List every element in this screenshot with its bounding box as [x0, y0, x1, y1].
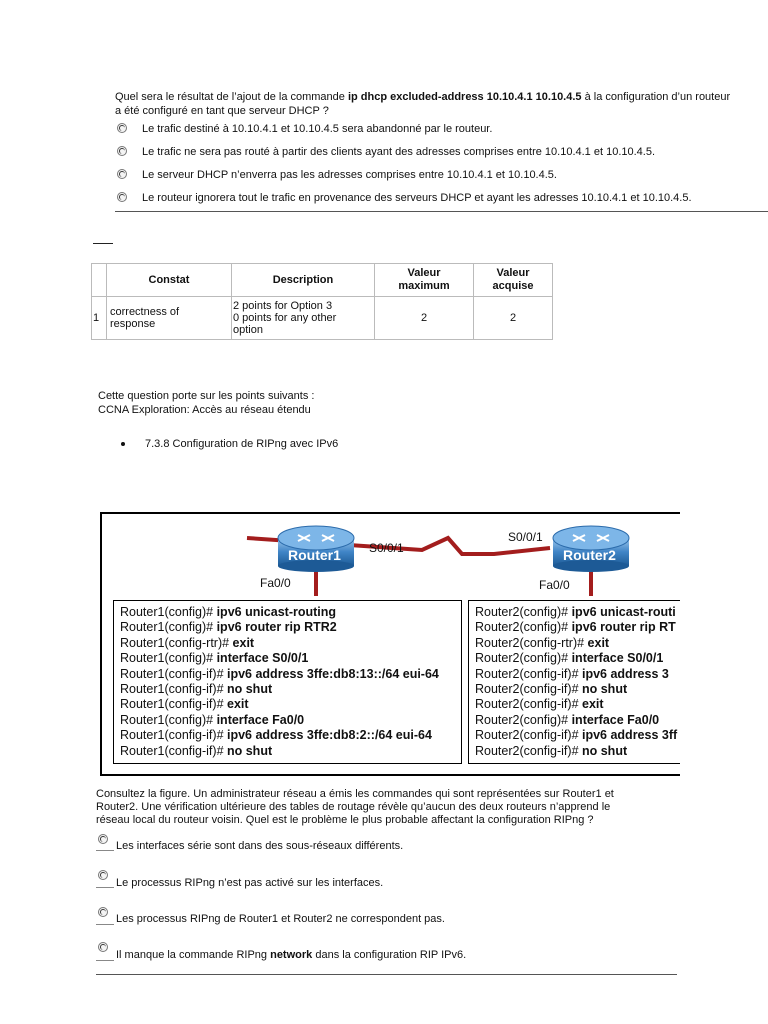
- q2-option-4-label: Il manque la commande RIPng network dans la configuration RIP IPv6.: [116, 949, 467, 961]
- q2-option-3-underline: [96, 924, 114, 925]
- short-divider: [93, 243, 113, 244]
- topics-course: CCNA Exploration: Accès au réseau étendu: [98, 404, 311, 416]
- table-row: [92, 297, 553, 340]
- config-line: Router1(config-if)# exit: [120, 697, 249, 712]
- config-line: Router1(config)# ipv6 router rip RTR2: [120, 620, 337, 635]
- table-header-value-acquired: Valeur acquise: [474, 264, 553, 297]
- table-cell-constat: correctness of response: [107, 297, 232, 340]
- config-line: Router1(config-if)# ipv6 address 3ffe:db8:13::/64 eui-64: [120, 666, 439, 681]
- router2-label: Router2: [563, 547, 616, 563]
- config-line: Router2(config)# ipv6 router rip RT: [475, 620, 676, 635]
- config-line: Router2(config-if)# ipv6 address 3ff: [475, 728, 678, 743]
- question-1: [115, 90, 765, 118]
- score-table: [91, 263, 553, 340]
- q2-option-3-radio[interactable]: [98, 907, 108, 917]
- topic-item: 7.3.8 Configuration de RIPng avec IPv6: [145, 438, 339, 450]
- table-header-constat: Constat: [107, 264, 232, 297]
- serial-r1-label: S0/0/1: [369, 541, 404, 555]
- config-line: Router1(config)# interface S0/0/1: [120, 651, 309, 666]
- q2-option-1-underline: [96, 850, 114, 851]
- config-line: Router1(config-if)# no shut: [120, 743, 273, 758]
- fa-r1-label: Fa0/0: [260, 576, 291, 590]
- config-line: Router1(config)# ipv6 unicast-routing: [120, 605, 337, 619]
- table-header-value-max: Valeur maximum: [375, 264, 474, 297]
- q2-option-1-radio[interactable]: [98, 834, 108, 844]
- q1-option-1-radio[interactable]: [117, 123, 127, 133]
- question-2-stem: Consultez la figure. Un administrateur réseau a émis les commandes qui sont représentées sur Router1 et Router2. Une vérification ultérieure des tables de routage révèle qu’aucun des deux routeurs n’apprend le réseau local du routeur voisin. Quel est le problème le plus probable affectant la configuration RIPng ?: [96, 788, 614, 826]
- table-header-description: Description: [232, 264, 375, 297]
- q2-option-2-underline: [96, 887, 114, 888]
- q1-option-1-label: Le trafic destiné à 10.10.4.1 et 10.10.4.5 sera abandonné par le routeur.: [142, 123, 493, 135]
- config-line: Router2(config-if)# ipv6 address 3: [475, 666, 669, 681]
- router1-label: Router1: [288, 547, 341, 563]
- table-cell-acquired: 2: [474, 297, 553, 340]
- table-cell-max: 2: [375, 297, 474, 340]
- config-line: Router2(config-if)# no shut: [475, 682, 628, 697]
- q2-option-4-underline: [96, 960, 114, 961]
- question-1-stem: Quel sera le résultat de l’ajout de la commande ip dhcp excluded-address 10.10.4.1 10.10.4.5 à la configuration d’un routeur a été configuré en tant que serveur DHCP ?: [115, 91, 731, 117]
- q1-option-4-radio[interactable]: [117, 192, 127, 202]
- topology-svg: [102, 514, 680, 614]
- network-diagram: [100, 512, 680, 776]
- q2-option-1-label: Les interfaces série sont dans des sous-réseaux différents.: [116, 840, 404, 852]
- router2-config-panel: [468, 600, 680, 764]
- q2-option-3-label: Les processus RIPng de Router1 et Router2 ne correspondent pas.: [116, 913, 445, 925]
- bullet-icon: [121, 442, 125, 446]
- q2-option-2-radio[interactable]: [98, 870, 108, 880]
- serial-r2-label: S0/0/1: [508, 530, 543, 544]
- table-cell-index: 1: [92, 297, 107, 340]
- q1-option-3-radio[interactable]: [117, 169, 127, 179]
- config-line: Router2(config-if)# exit: [475, 697, 604, 712]
- config-line: Router1(config-rtr)# exit: [120, 635, 255, 650]
- q1-option-2-label: Le trafic ne sera pas routé à partir des clients ayant des adresses comprises entre 10.10.4.1 et 10.10.4.5.: [142, 146, 656, 158]
- q1-option-3-label: Le serveur DHCP n’enverra pas les adresses comprises entre 10.10.4.1 et 10.10.4.5.: [142, 169, 557, 181]
- config-line: Router2(config-if)# no shut: [475, 743, 628, 758]
- q2-bottom-divider: [96, 974, 677, 975]
- topics-intro: Cette question porte sur les points suivants :: [98, 390, 315, 402]
- q2-option-4-radio[interactable]: [98, 942, 108, 952]
- q1-bottom-divider: [115, 211, 768, 212]
- config-line: Router2(config)# ipv6 unicast-routi: [475, 605, 676, 619]
- q2-option-2-label: Le processus RIPng n’est pas activé sur les interfaces.: [116, 877, 384, 889]
- config-line: Router2(config)# interface Fa0/0: [475, 712, 660, 727]
- router1-config-panel: [113, 600, 462, 764]
- config-line: Router1(config-if)# no shut: [120, 682, 273, 697]
- fa-r2-label: Fa0/0: [539, 578, 570, 592]
- config-line: Router2(config)# interface S0/0/1: [475, 651, 664, 666]
- q1-option-2-radio[interactable]: [117, 146, 127, 156]
- table-cell-description: 2 points for Option 3 0 points for any other option: [232, 297, 375, 340]
- config-line: Router1(config)# interface Fa0/0: [120, 712, 305, 727]
- q1-option-4-label: Le routeur ignorera tout le trafic en provenance des serveurs DHCP et ayant les adresses 10.10.4.1 et 10.10.4.5.: [142, 192, 692, 204]
- config-line: Router1(config-if)# ipv6 address 3ffe:db8:2::/64 eui-64: [120, 728, 432, 743]
- table-header-index: [92, 264, 107, 297]
- config-line: Router2(config-rtr)# exit: [475, 635, 610, 650]
